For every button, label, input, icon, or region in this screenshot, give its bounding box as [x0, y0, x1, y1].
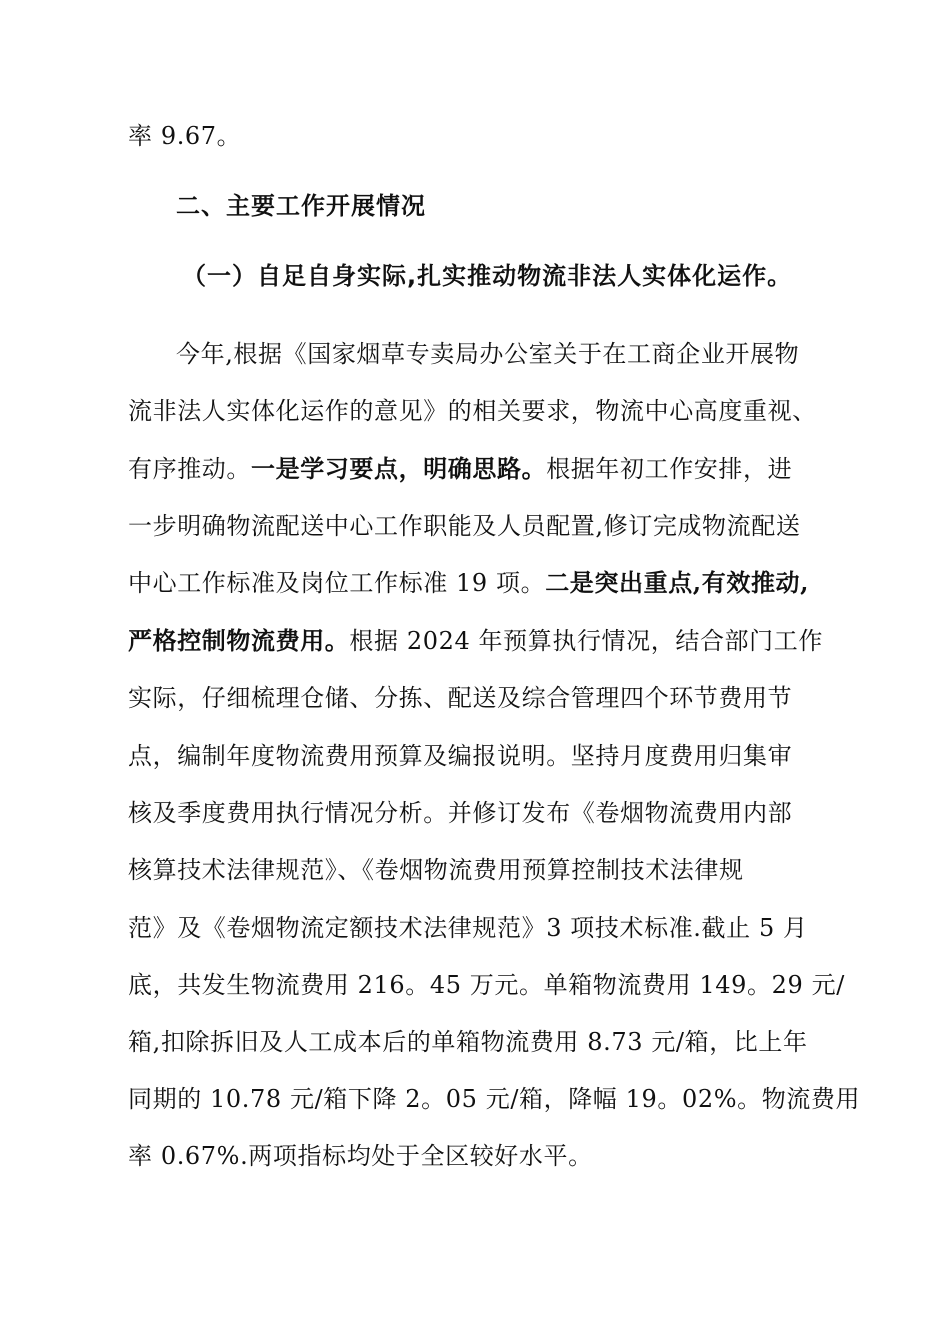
bold-phrase: 一是学习要点，明确思路。: [251, 454, 547, 483]
paragraph-line: 实际，仔细梳理仓储、分拣、配送及综合管理四个环节费用节: [128, 684, 793, 712]
bold-phrase: 二是突出重点,有效推动,: [545, 568, 810, 597]
paragraph-line: 一步明确物流配送中心工作职能及人员配置,修订完成物流配送: [128, 512, 801, 540]
subsection-heading: （一）自足自身实际,扎实推动物流非法人实体化运作。: [182, 262, 793, 290]
paragraph-line: 今年,根据《国家烟草专卖局办公室关于在工商企业开展物: [176, 340, 800, 368]
paragraph-line: 流非法人实体化运作的意见》的相关要求，物流中心高度重视、: [128, 397, 817, 425]
paragraph-text: 中心工作标准及岗位工作标准 19 项。: [128, 569, 546, 597]
bold-phrase: 严格控制物流费用。: [128, 626, 350, 655]
paragraph-line: [128, 569, 809, 597]
paragraph-line: [128, 627, 823, 655]
paragraph-text: 根据年初工作安排，进: [546, 455, 793, 483]
paragraph-line: 率 0.67%.两项指标均处于全区较好水平。: [128, 1142, 593, 1170]
paragraph-line: 范》及《卷烟物流定额技术法律规范》3 项技术标准.截止 5 月: [128, 914, 808, 942]
section-heading: 二、主要工作开展情况: [176, 192, 426, 220]
paragraph-line: 核算技术法律规范》、《卷烟物流费用预算控制技术法律规: [128, 856, 744, 884]
paragraph-line: 点，编制年度物流费用预算及编报说明。坚持月度费用归集审: [128, 742, 793, 770]
paragraph-text: 有序推动。: [128, 455, 251, 483]
paragraph-line: 箱,扣除拆旧及人工成本后的单箱物流费用 8.73 元/箱，比上年: [128, 1028, 808, 1056]
top-fragment: 率 9.67。: [128, 122, 242, 150]
paragraph-line: 底，共发生物流费用 216。45 万元。单箱物流费用 149。29 元/: [128, 971, 845, 999]
paragraph-line: 核及季度费用执行情况分析。并修订发布《卷烟物流费用内部: [128, 799, 793, 827]
paragraph-line: [128, 455, 792, 483]
paragraph-text: 根据 2024 年预算执行情况，结合部门工作: [349, 627, 823, 655]
paragraph-line: 同期的 10.78 元/箱下降 2。05 元/箱，降幅 19。02%。物流费用: [128, 1085, 861, 1113]
